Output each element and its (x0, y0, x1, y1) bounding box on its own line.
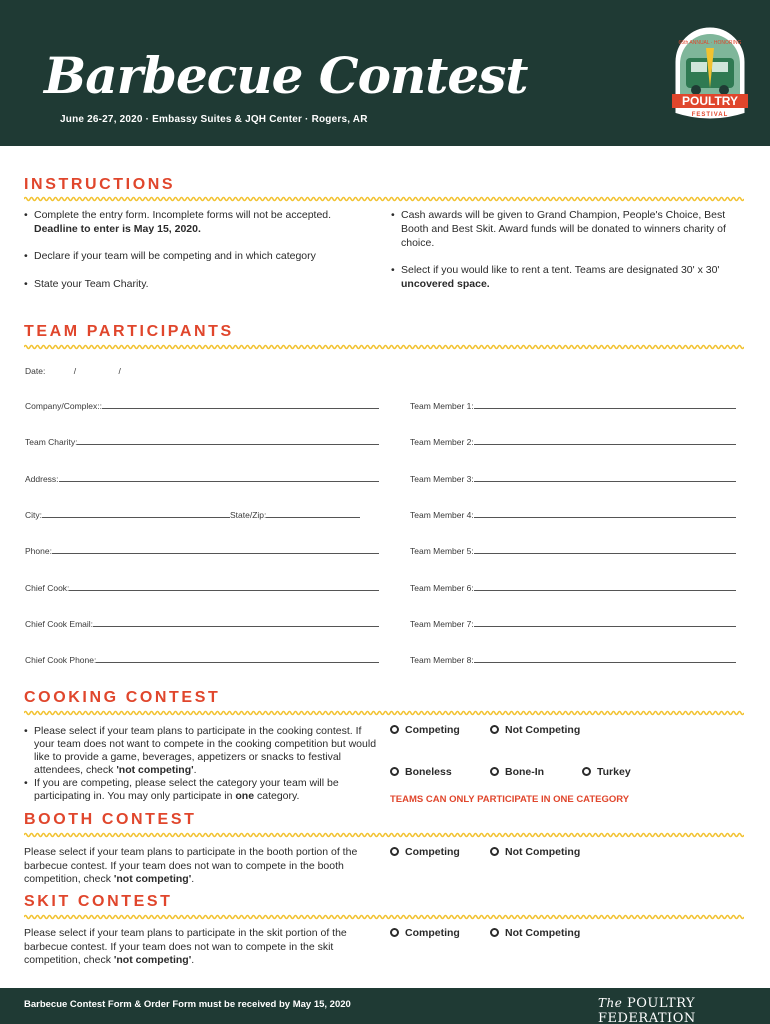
wavy-divider (24, 196, 744, 202)
radio-circle-icon (390, 725, 399, 734)
skit-instructions: Please select if your team plans to participate in the skit portion of the barbecue contest. If your team does not wan to compete in the skit competition, check 'not competing'. (24, 927, 347, 966)
team-member-field-4[interactable] (410, 510, 742, 520)
footer-deadline-text: Barbecue Contest Form & Order Form must be received by May 15, 2020 (24, 999, 351, 1010)
wavy-divider (24, 832, 744, 838)
instruction-item-5: • Select if you would like to rent a tent. Teams are designated 30' x 30' uncovered space. (391, 264, 720, 290)
input-line[interactable] (474, 437, 736, 445)
input-line[interactable] (77, 437, 379, 445)
instruction-item-1: • Complete the entry form. Incomplete forms will not be accepted. Deadline to enter is May 15, 2020. (24, 209, 332, 235)
poultry-federation-logo: The POULTRY FEDERATION (598, 996, 696, 1024)
cooking-competing-option[interactable]: Competing (390, 724, 460, 736)
input-line[interactable] (474, 583, 736, 591)
page-title: Barbecue Contest (44, 46, 528, 105)
team-member-field-2[interactable] (410, 437, 742, 447)
field-label: Team Member 3: (410, 474, 474, 484)
state-zip-label: State/Zip: (230, 510, 267, 520)
team-field-1[interactable] (25, 401, 379, 411)
team-field-2[interactable] (25, 437, 379, 447)
booth-instructions: Please select if your team plans to participate in the booth portion of the barbecue contest. If your team does not wan to compete in the booth competition, check 'not competing'. (24, 846, 358, 885)
skit-competing-option[interactable]: Competing (390, 927, 460, 939)
team-member-field-6[interactable] (410, 583, 742, 593)
booth-not-competing-option[interactable]: Not Competing (490, 846, 580, 858)
instruction-item-2: • Declare if your team will be competing and in which category (24, 250, 316, 262)
instructions-heading: INSTRUCTIONS (24, 176, 176, 193)
city-input-line[interactable] (42, 510, 230, 518)
category-boneless-option[interactable]: Boneless (390, 766, 452, 778)
input-line[interactable] (102, 401, 379, 409)
team-member-field-3[interactable] (410, 474, 742, 484)
field-label: Team Member 2: (410, 437, 474, 447)
field-label: Company/Complex:: (25, 401, 103, 411)
logo-arc-text: 65th ANNUAL · HONORING (678, 40, 742, 46)
date-field[interactable]: Date: / / (25, 366, 121, 376)
field-label: Chief Cook Email: (25, 619, 94, 629)
skit-contest-heading: SKIT CONTEST (24, 893, 173, 910)
field-label: Team Member 5: (410, 546, 474, 556)
team-field-8[interactable] (25, 655, 379, 665)
field-label: Team Member 4: (410, 510, 474, 520)
logo-poultry-text: POULTRY (682, 94, 738, 108)
team-field-3[interactable] (25, 474, 379, 484)
field-label: Team Member 1: (410, 401, 474, 411)
radio-circle-icon (490, 928, 499, 937)
category-notice: TEAMS CAN ONLY PARTICIPATE IN ONE CATEGORY (390, 794, 630, 805)
field-label: City: (25, 510, 42, 520)
field-label: Address: (25, 474, 59, 484)
category-bone-in-option[interactable]: Bone-In (490, 766, 544, 778)
input-line[interactable] (69, 583, 379, 591)
team-member-field-1[interactable] (410, 401, 742, 411)
input-line[interactable] (93, 619, 379, 627)
field-label: Team Member 6: (410, 583, 474, 593)
radio-circle-icon (390, 928, 399, 937)
input-line[interactable] (474, 619, 736, 627)
field-label: Chief Cook Phone: (25, 655, 97, 665)
team-field-5[interactable] (25, 546, 379, 556)
team-member-field-8[interactable] (410, 655, 742, 665)
radio-circle-icon (490, 847, 499, 856)
booth-contest-heading: BOOTH CONTEST (24, 811, 197, 828)
logo-festival-text: FESTIVAL (691, 112, 729, 118)
wavy-divider (24, 344, 744, 350)
cooking-instruction-1: • Please select if your team plans to participate in the cooking contest. If your team does not want to compete in the cooking competition but would like to provide a game, beverages, appetizers or snacks to festival attendees, check 'not competing'. (24, 725, 377, 776)
state-zip-input-line[interactable] (266, 510, 360, 518)
team-field-7[interactable] (25, 619, 379, 629)
footer-banner (0, 988, 770, 1024)
input-line[interactable] (52, 546, 379, 554)
header-banner (0, 0, 770, 146)
skit-not-competing-option[interactable]: Not Competing (490, 927, 580, 939)
input-line[interactable] (59, 474, 379, 482)
booth-competing-option[interactable]: Competing (390, 846, 460, 858)
team-member-field-7[interactable] (410, 619, 742, 629)
input-line[interactable] (474, 401, 736, 409)
input-line[interactable] (474, 655, 736, 663)
radio-circle-icon (390, 767, 399, 776)
team-member-field-5[interactable] (410, 546, 742, 556)
cooking-contest-heading: COOKING CONTEST (24, 689, 221, 706)
input-line[interactable] (474, 546, 736, 554)
input-line[interactable] (474, 474, 736, 482)
cooking-not-competing-option[interactable]: Not Competing (490, 724, 580, 736)
instruction-item-3: • State your Team Charity. (24, 278, 149, 290)
field-label: Chief Cook: (25, 583, 70, 593)
field-label: Team Member 7: (410, 619, 474, 629)
field-label: Team Member 8: (410, 655, 474, 665)
radio-circle-icon (390, 847, 399, 856)
input-line[interactable] (96, 655, 379, 663)
radio-circle-icon (490, 725, 499, 734)
field-label: Team Charity: (25, 437, 78, 447)
wavy-divider (24, 710, 744, 716)
cooking-instruction-2: • If you are competing, please select the category your team will be participating in. You may only participate in one category. (24, 777, 339, 802)
input-line[interactable] (474, 510, 736, 518)
field-label: Phone: (25, 546, 52, 556)
event-subtitle: June 26-27, 2020 · Embassy Suites & JQH Center · Rogers, AR (60, 114, 368, 125)
radio-circle-icon (582, 767, 591, 776)
team-participants-heading: TEAM PARTICIPANTS (24, 323, 234, 340)
poultry-festival-logo (666, 18, 754, 130)
wavy-divider (24, 914, 744, 920)
category-turkey-option[interactable]: Turkey (582, 766, 631, 778)
instruction-item-4: • Cash awards will be given to Grand Champion, People's Choice, Best Booth and Best Skit. Award funds will be donated to winners charity of choice. (391, 209, 726, 249)
radio-circle-icon (490, 767, 499, 776)
team-field-4[interactable] (25, 510, 379, 520)
team-field-6[interactable] (25, 583, 379, 593)
